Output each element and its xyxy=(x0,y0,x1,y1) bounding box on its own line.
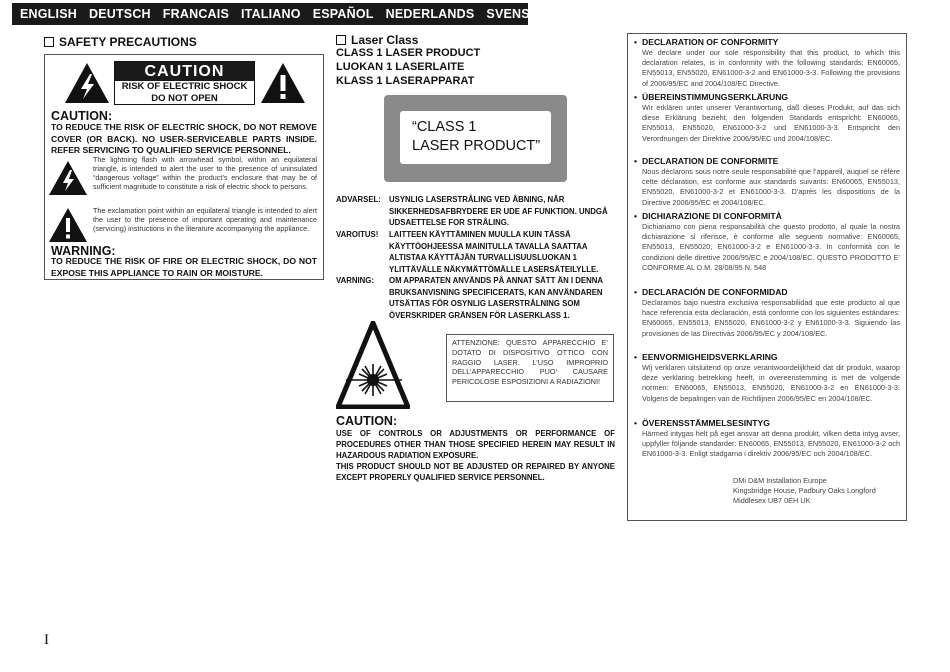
declaration-sv: • ÖVERENSSTÄMMELSESINTYG Härmed intygas helt på eget ansvar att denna produkt, vilken detta intyg avser, uppfyller följande standarder: EN60065, EN55013, EN55020, EN61000-3-2 och EN61000-3-3. Enligt stadgarna i direktiv 2006/95/EC och 2004/108/EC. xyxy=(634,418,900,459)
checkbox-icon xyxy=(336,35,346,45)
laser-plate xyxy=(384,95,567,182)
declaration-body: Nous déclarons sous notre seule responsabilité que l’appareil, auquel se réfère cette déclaration, est conforme aux standards suivants: EN60065, EN55013, EN55020, EN61000-3-2 et EN61000-3-3. D’après les dispositions de la Directive 2006/95/EC et 2004/108/EC. xyxy=(642,167,900,207)
laser-class-en: CLASS 1 LASER PRODUCT xyxy=(336,47,481,59)
warning-text: TO REDUCE THE RISK OF FIRE OR ELECTRIC SHOCK, DO NOT EXPOSE THIS APPLIANCE TO RAIN OR MOISTURE. xyxy=(51,256,317,278)
lightning-explanation: The lightning flash with arrowhead symbol, within an equilateral triangle, is intended to alert the user to the presence of uninsulated “dangerous voltage” within the product’s enclosure that may be of sufficient magnitude to constitute a risk of electric shock to persons. xyxy=(93,155,317,191)
lang-deutsch[interactable]: DEUTSCH xyxy=(88,7,151,21)
declaration-title: DECLARATION DE CONFORMITE xyxy=(642,156,779,166)
attenzione-box: ATTENZIONE: QUESTO APPARECCHIO E’ DOTATO DI DISPOSITIVO OTTICO CON RAGGIO LASER. L’USO IMPROPRIO DELL’APPARECCHIO PUO’ CAUSARE PERICOLOSE ESPOSIZIONI A RADIAZIONI! xyxy=(446,334,614,402)
declaration-body: Wir erklären unter unserer Verantwortung, daß dieses Produkt, auf das sich diese Erklärung bezieht, den folgenden Standards entspricht: EN60065, EN55013, EN55020, EN61000-3-2 und EN61000-3-3. Entspricht den Verordnungen der Direktive 2006/95/EC und 2004/108/EC. xyxy=(642,103,900,143)
page-number: I xyxy=(44,632,49,648)
lightning-warning-icon xyxy=(64,62,110,104)
declaration-body: Wij verklaren uitsluitend op onze verantwoordelijkheid dat dit produkt, waarop deze verklaring betrekking heeft, in overeenstemming is met de volgende normen: EN60065, EN55013, EN55020, EN61000-3-2 en EN61000-3-3. Volgens de bepalingen van de Richtlijnen 2006/95/EC en 2004/108/EC. xyxy=(642,363,900,403)
exclamation-warning-icon xyxy=(48,207,88,243)
declaration-es: • DECLARACIÓN DE CONFORMIDAD Declaramos bajo nuestra exclusiva responsabilidad que este producto al que hace referencia esta declaración, está conforme con los siguientes estándares: EN60065, EN55013, EN55020, EN61000-3-2 y EN61000-3-3. Siguiendo las provisiones de las Directivas 2006/95/EC y 2004/108/EC. xyxy=(634,287,900,338)
declaration-fr: • DECLARATION DE CONFORMITE Nous déclarons sous notre seule responsabilité que l’appareil, auquel se réfère cette déclaration, est conforme aux standards suivants: EN60065, EN55013, EN55020, EN61000-3-2 et EN61000-3-3. D’après les dispositions de la Directive 2006/95/EC et 2004/108/EC. xyxy=(634,156,900,207)
laser-plate-label xyxy=(400,111,551,164)
caution-title: CAUTION xyxy=(115,62,254,81)
lang-english[interactable]: ENGLISH xyxy=(20,7,77,21)
declaration-title: EENVORMIGHEIDSVERKLARING xyxy=(642,352,778,362)
address-line-3: Middlesex UB7 0EH UK xyxy=(733,496,811,506)
caution-shock-line: RISK OF ELECTRIC SHOCK xyxy=(121,81,248,92)
plate-line-2: LASER PRODUCT” xyxy=(412,138,541,154)
warning-label-sv: VARNING: xyxy=(336,276,374,285)
address-line-2: Kingsbridge House, Padbury Oaks Longford xyxy=(733,486,876,496)
company-address xyxy=(733,476,876,507)
laser-caution-text-2: THIS PRODUCT SHOULD NOT BE ADJUSTED OR REPAIRED BY ANYONE EXCEPT PROPERLY QUALIFIED SERVICE PERSONNEL. xyxy=(336,462,615,482)
lightning-warning-icon xyxy=(48,160,88,196)
caution-open-line: DO NOT OPEN xyxy=(151,93,218,104)
warning-label-fi: VAROITUS! xyxy=(336,230,379,239)
declaration-title: DECLARATION OF CONFORMITY xyxy=(642,37,779,47)
lang-svenska[interactable]: SVENSKA xyxy=(486,7,549,21)
declaration-body: Härmed intygas helt på eget ansvar att denna produkt, vilken detta intyg avser, uppfyller följande standarder: EN60065, EN55013, EN55020, EN61000-3-2 och EN61000-3-3. Enligt stadgarna i direktiv 2006/95/EC och 2004/108/EC. xyxy=(642,429,900,459)
address-line-1: DMi D&M Installation Europe xyxy=(733,476,827,485)
declaration-body: Dichiariamo con piena responsabilità che questo prodotto, al quale la nostra dichiarazione si riferisce, è conforme alle seguenti normative: EN60065, EN55013, EN55020, EN61000-3-2 e EN61000-3-3. In conformità con le condizioni delle direttive 2006/95/EC e 2004/108/EC. QUESTO PRODOTTO E’ CONFORME AL D.M. 28/08/95 N. 548 xyxy=(642,222,900,272)
declaration-body: Declaramos bajo nuestra exclusiva responsabilidad que este producto al que hace referencia esta declaración, está conforme con los siguientes estándares: EN60065, EN55013, EN55020, EN61000-3-2 y EN61000-3-3. Siguiendo las provisiones de las Directivas 2006/95/EC y 2004/108/EC. xyxy=(642,298,900,338)
safety-heading-text: SAFETY PRECAUTIONS xyxy=(59,35,197,49)
laser-caution-label: CAUTION: xyxy=(336,414,398,428)
safety-heading xyxy=(44,35,197,49)
laser-caution-text-1: USE OF CONTROLS OR ADJUSTMENTS OR PERFORMANCE OF PROCEDURES OTHER THAN THOSE SPECIFIED HEREIN MAY RESULT IN HAZARDOUS RADIATION EXPOSURE. xyxy=(336,429,615,460)
declaration-title: ÖVERENSSTÄMMELSESINTYG xyxy=(642,418,770,428)
exclamation-warning-icon xyxy=(260,62,306,104)
declaration-nl: • EENVORMIGHEIDSVERKLARING Wij verklaren uitsluitend op onze verantwoordelijkheid dat dit produkt, waarop deze verklaring betrekking heeft, in overeenstemming is met de volgende normen: EN60065, EN55013, EN55020, EN61000-3-2 en EN61000-3-3. Volgens de bepalingen van de Richtlijnen 2006/95/EC en 2004/108/EC. xyxy=(634,352,900,403)
lang-espanol[interactable]: ESPAÑOL xyxy=(312,7,374,21)
laser-caution-text xyxy=(336,428,615,483)
laser-class-sv: KLASS 1 LASERAPPARAT xyxy=(336,75,475,87)
lang-italiano[interactable]: ITALIANO xyxy=(240,7,301,21)
declaration-title: ÜBEREINSTIMMUNGSERKLÄRUNG xyxy=(642,92,789,102)
laser-hazard-icon xyxy=(336,321,410,409)
laser-class-fi: LUOKAN 1 LASERLAITE xyxy=(336,61,465,73)
declaration-body: We declare under our sole responsibility that this product, to which this declaration relates, is in conformity with the following standards: EN60065, EN55013, EN55020, EN61000-3-2 and EN61000-3-3. Following the provisions of 2006/95/EC and 2004/108/EC Directive. xyxy=(642,48,900,88)
language-bar xyxy=(12,3,549,25)
warning-label-da: ADVARSEL: xyxy=(336,195,381,204)
laser-heading-text: Laser Class xyxy=(351,33,419,47)
declaration-en: • DECLARATION OF CONFORMITY We declare under our sole responsibility that this product, to which this declaration relates, is in conformity with the following standards: EN60065, EN55013, EN55020, EN61000-3-2 and EN61000-3-3. Following the provisions of 2006/95/EC and 2004/108/EC Directive. xyxy=(634,37,900,88)
declaration-it: • DICHIARAZIONE DI CONFORMITÀ Dichiariamo con piena responsabilità che questo prodotto, al quale la nostra dichiarazione si riferisce, è conforme alle seguenti normative: EN60065, EN55013, EN55020, EN61000-3-2 e EN61000-3-3. In conformità con le condizioni delle direttive 2006/95/EC e 2004/108/EC. QUESTO PRODOTTO E’ CONFORME AL D.M. 28/08/95 N. 548 xyxy=(634,211,900,272)
plate-line-1: “CLASS 1 xyxy=(412,119,477,135)
exclamation-explanation: The exclamation point within an equilateral triangle is intended to alert the user to the presence of important operating and maintenance (servicing) instructions in the literature accompanying the appliance. xyxy=(93,206,317,233)
warning-text-sv: OM APPARATEN ANVÄNDS PÅ ANNAT SÄTT ÄN I DENNA BRUKSANVISNING SPECIFICERATS, KAN ANVÄNDAREN UTSÄTTAS FÖR OSYNLIG LASERSTRÅLNING SOM ÖVERSKRIDER GRÄNSEN FÖR LASERKLASS 1. xyxy=(389,276,603,320)
caution-label-box xyxy=(114,61,255,105)
declaration-title: DICHIARAZIONE DI CONFORMITÀ xyxy=(642,211,782,221)
warning-text-da: USYNLIG LASERSTRÅLING VED ÅBNING, NÅR SIKKERHEDSAFBRYDERE ER UDE AF FUNKTION. UNDGÅ UDSAETTELSE FOR STRÅLING. xyxy=(389,195,608,228)
declaration-title: DECLARACIÓN DE CONFORMIDAD xyxy=(642,287,788,297)
warning-text-fi: LAITTEEN KÄYTTÄMINEN MUULLA KUIN TÄSSÄ KÄYTTÖOHJEESSA MAINITULLA TAVALLA SAATTAA ALTISTAA KÄYTTÄJÄN TURVALLISUUSLUOKAN 1 YLITTÄVÄLLE NÄKYMÄTTÖMÄLLE LASERSÄTEILYLLE. xyxy=(389,230,599,274)
declaration-de: • ÜBEREINSTIMMUNGSERKLÄRUNG Wir erklären unter unserer Verantwortung, daß dieses Produkt, auf das sich diese Erklärung bezieht, den folgenden Standards entspricht: EN60065, EN55013, EN55020, EN61000-3-2 und EN61000-3-3. Entspricht den Verordnungen der Direktive 2006/95/EC und 2004/108/EC. xyxy=(634,92,900,143)
laser-heading xyxy=(336,33,418,47)
lang-francais[interactable]: FRANCAIS xyxy=(162,7,229,21)
lang-nederlands[interactable]: NEDERLANDS xyxy=(385,7,475,21)
checkbox-icon xyxy=(44,37,54,47)
caution-label: CAUTION: xyxy=(51,109,113,123)
warning-label: WARNING: xyxy=(51,244,116,258)
laser-class-lines xyxy=(336,46,480,88)
caution-text: TO REDUCE THE RISK OF ELECTRIC SHOCK, DO NOT REMOVE COVER (OR BACK). NO USER-SERVICEABLE PARTS INSIDE. REFER SERVICING TO QUALIFIED SERVICE PERSONNEL. xyxy=(51,122,317,155)
